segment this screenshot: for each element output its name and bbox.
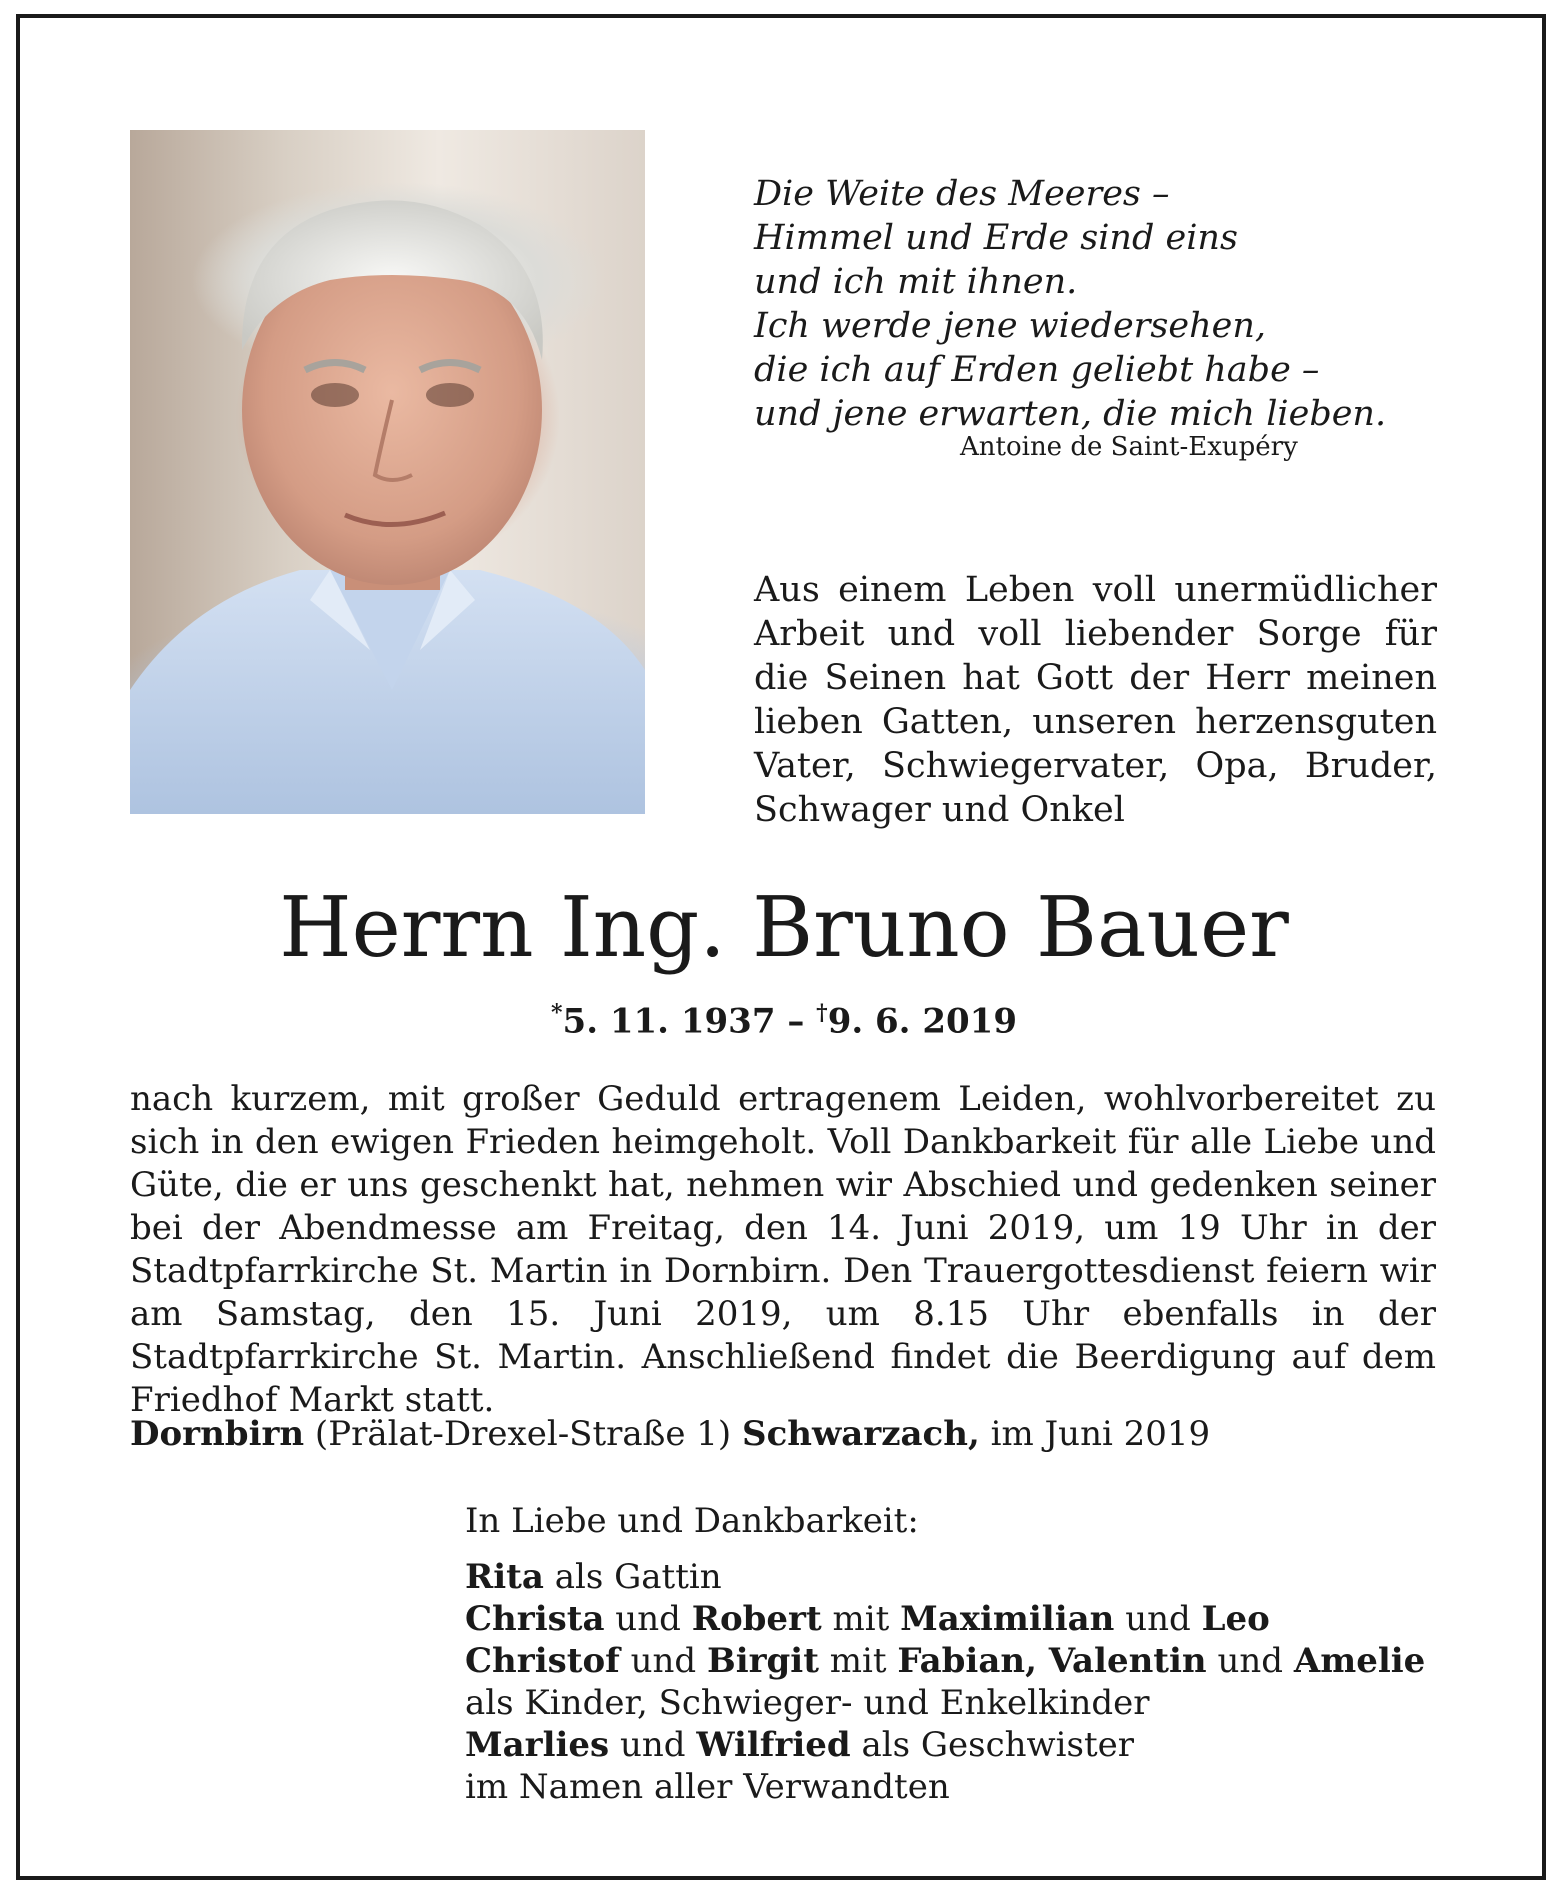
signoff-block bbox=[465, 1500, 1425, 1808]
signoff-line: als Kinder, Schwieger- und Enkelkinder bbox=[465, 1683, 1150, 1723]
birth-date: 5. 11. 1937 bbox=[562, 1001, 776, 1042]
family-name: Fabian, Valentin bbox=[897, 1641, 1207, 1681]
family-name: Wilfried bbox=[696, 1725, 851, 1765]
place-city-2: Schwarzach, bbox=[742, 1414, 980, 1454]
signoff-text: als Geschwister bbox=[850, 1725, 1134, 1765]
signoff-line bbox=[465, 1598, 1425, 1640]
deceased-name: Herrn Ing. Bruno Bauer bbox=[279, 879, 1289, 976]
signoff-text: mit bbox=[818, 1641, 898, 1681]
signoff-text: und bbox=[1206, 1641, 1294, 1681]
signoff-heading: In Liebe und Dankbarkeit: bbox=[465, 1501, 919, 1541]
place-address: (Prälat-Drexel-Straße 1) bbox=[304, 1414, 743, 1454]
portrait-photo bbox=[130, 130, 645, 814]
family-name: Christa bbox=[465, 1599, 605, 1639]
signoff-line bbox=[465, 1724, 1425, 1766]
poem-quote bbox=[754, 172, 1386, 436]
body-paragraph: nach kurzem, mit großer Geduld ertragenem Leiden, wohlvorbereitet zu sich in den ewigen Frieden heimgeholt. Voll Dankbarkeit für alle Liebe und Güte, die er uns geschenkt hat, nehmen wir Abschied und gedenken seiner bei der Abendmesse am Freitag, den 14. Juni 2019, um 19 Uhr in der Stadtpfarrkirche St. Martin in Dornbirn. Den Trauergottesdienst feiern wir am Samstag, den 15. Juni 2019, um 8.15 Uhr ebenfalls in der Stadtpfarrkirche St. Martin. Anschließend findet die Beerdigung auf dem Friedhof Markt statt. bbox=[130, 1079, 1436, 1420]
signoff-text: mit bbox=[821, 1599, 901, 1639]
family-name: Robert bbox=[691, 1599, 822, 1639]
quote-author: Antoine de Saint-Exupéry bbox=[960, 432, 1298, 462]
signoff-line: im Namen aller Verwandten bbox=[465, 1767, 950, 1807]
signoff-text: und bbox=[619, 1641, 707, 1681]
poem-line: Himmel und Erde sind eins bbox=[754, 218, 1238, 258]
signoff-line bbox=[465, 1640, 1425, 1682]
signoff-text: und bbox=[609, 1725, 697, 1765]
family-name: Maximilian bbox=[900, 1599, 1115, 1639]
birth-symbol: * bbox=[551, 1000, 563, 1026]
place-city-1: Dornbirn bbox=[130, 1414, 305, 1454]
family-name: Leo bbox=[1201, 1599, 1270, 1639]
family-name: Birgit bbox=[706, 1641, 819, 1681]
poem-line: und jene erwarten, die mich lieben. bbox=[754, 394, 1387, 434]
death-date: 9. 6. 2019 bbox=[827, 1001, 1017, 1042]
death-symbol: † bbox=[816, 1000, 828, 1026]
intro-paragraph: Aus einem Leben voll unermüdlicher Arbeit und voll liebender Sorge für die Seinen hat Gott der Herr meinen lieben Gatten, unseren herzensguten Vater, Schwiegervater, Opa, Bruder, Schwager und Onkel bbox=[754, 570, 1437, 830]
signoff-line bbox=[465, 1556, 1425, 1598]
family-name: Christof bbox=[465, 1641, 620, 1681]
date-separator: – bbox=[775, 1001, 817, 1042]
signoff-text: als Gattin bbox=[543, 1557, 722, 1597]
signoff-text: und bbox=[604, 1599, 692, 1639]
poem-line: die ich auf Erden geliebt habe – bbox=[754, 350, 1320, 390]
poem-line: und ich mit ihnen. bbox=[754, 262, 1078, 302]
poem-line: Die Weite des Meeres – bbox=[754, 174, 1170, 214]
poem-line: Ich werde jene wiedersehen, bbox=[754, 306, 1266, 346]
family-name: Rita bbox=[465, 1557, 544, 1597]
life-dates bbox=[0, 1000, 1568, 1041]
family-name: Amelie bbox=[1293, 1641, 1426, 1681]
place-date-line bbox=[130, 1414, 1210, 1454]
signoff-text: und bbox=[1114, 1599, 1202, 1639]
family-name: Marlies bbox=[465, 1725, 610, 1765]
place-date: im Juni 2019 bbox=[979, 1414, 1211, 1454]
